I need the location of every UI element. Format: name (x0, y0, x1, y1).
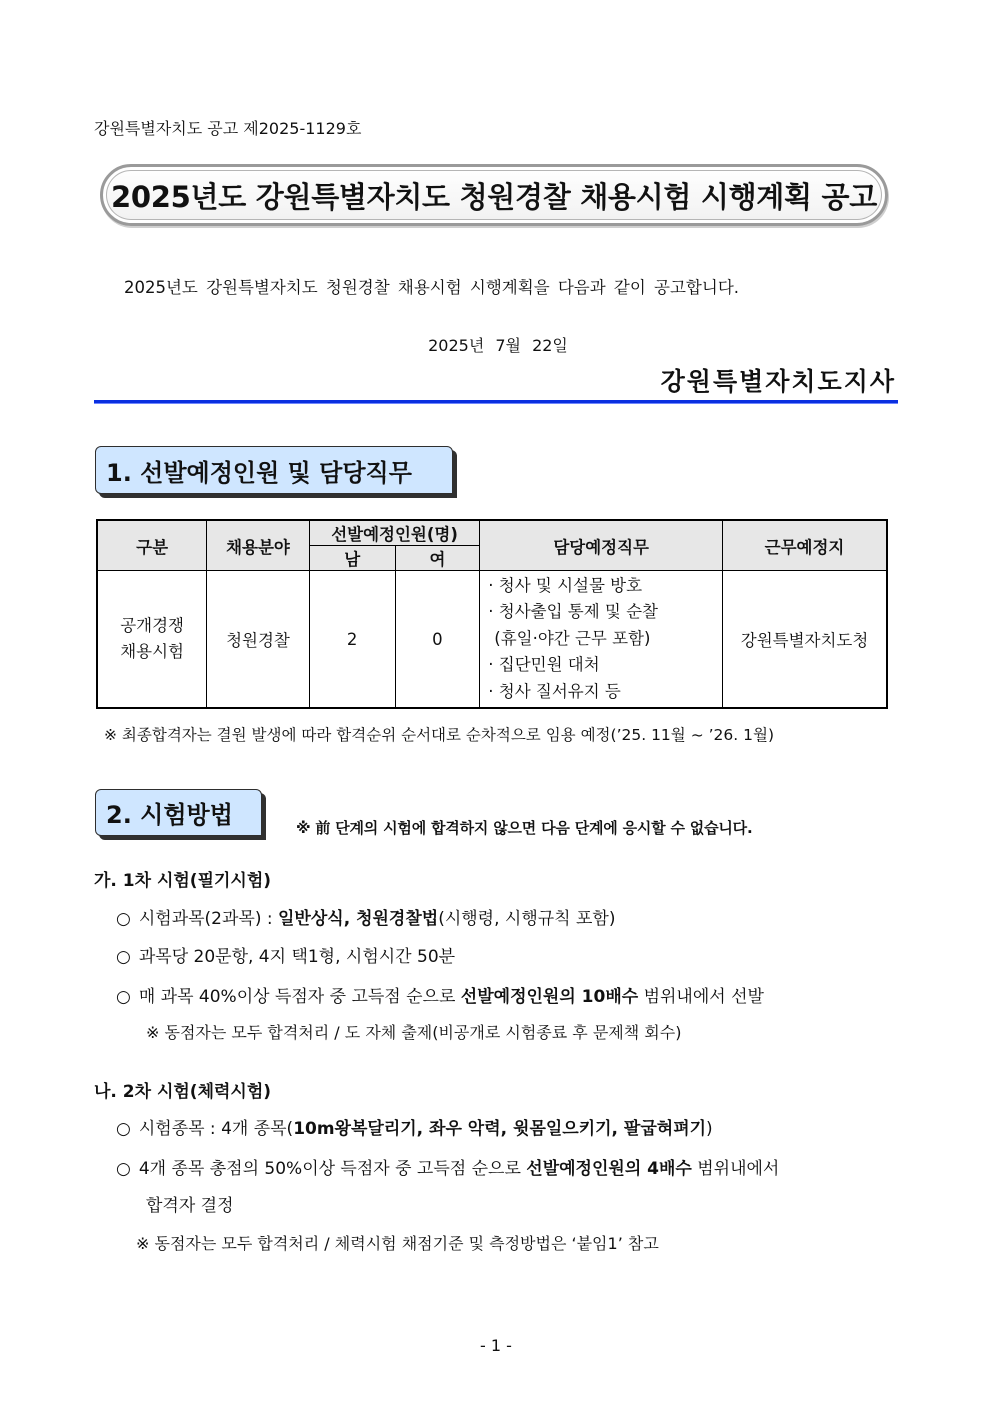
bold-text: 선발예정인원의 10배수 (460, 987, 639, 1007)
notice-date: 2025년 7월 22일 (428, 336, 568, 355)
bold-text: 일반상식, 청원경찰법 (278, 909, 439, 929)
section2-note: ※ 前 단계의 시험에 합격하지 않으면 다음 단계에 응시할 수 없습니다. (296, 819, 753, 837)
written-item-selection (116, 982, 764, 1007)
header-female: 여 (395, 546, 480, 571)
table-row (97, 571, 887, 709)
header-location: 근무예정지 (723, 520, 887, 571)
header-duties: 담당예정직무 (480, 520, 723, 571)
physical-exam-heading: 나. 2차 시험(체력시험) (94, 1082, 272, 1102)
category-line1: 공개경쟁 (120, 616, 184, 635)
category-line2: 채용시험 (120, 642, 184, 661)
bold-text: 선발예정인원의 4배수 (526, 1159, 692, 1179)
section2-title: 2. 시험방법 (106, 801, 233, 829)
page-title: 2025년도 강원특별자치도 청원경찰 채용시험 시행계획 공고 (111, 179, 877, 214)
text: 과목당 20문항, 4지 택1형, 시험시간 50분 (138, 947, 456, 967)
cell-location: 강원특별자치도청 (723, 571, 887, 709)
issuer-name: 강원특별자치도지사 (660, 367, 896, 396)
header-planned: 선발예정인원(명) (309, 520, 479, 546)
text: 범위내에서 (691, 1159, 780, 1179)
header-divider (94, 400, 898, 404)
text: (시행령, 시행규칙 포함) (438, 909, 616, 929)
bullet-circle: ○ (116, 947, 131, 967)
text: 시험과목(2과목) : (138, 909, 278, 929)
physical-item-selection-cont: 합격자 결정 (146, 1196, 234, 1216)
page-number: - 1 - (480, 1336, 512, 1355)
table-note: ※ 최종합격자는 결원 발생에 따라 합격순위 순서대로 순차적으로 임용 예정(’25. 11월 ~ ’26. 1월) (104, 726, 774, 744)
bullet-circle: ○ (116, 1159, 131, 1179)
header-field: 채용분야 (207, 520, 310, 571)
cell-duties (480, 571, 723, 709)
written-exam-heading: 가. 1차 시험(필기시험) (94, 871, 272, 891)
duty-item: · 청사 질서유지 등 (488, 681, 621, 701)
duty-item: · 청사출입 통제 및 순찰 (488, 602, 658, 622)
section1-title: 1. 선발예정인원 및 담당직무 (106, 458, 412, 487)
recruitment-table (96, 519, 888, 709)
bullet-circle: ○ (116, 987, 131, 1007)
notice-number: 강원특별자치도 공고 제2025-1129호 (94, 119, 362, 138)
duty-item: · 집단민원 대처 (488, 655, 600, 675)
cell-male: 2 (309, 571, 395, 709)
text: 매 과목 40%이상 득점자 중 고득점 순으로 (138, 987, 461, 1007)
written-note: ※ 동점자는 모두 합격처리 / 도 자체 출제(비공개로 시험종료 후 문제책 회수) (146, 1023, 682, 1042)
section2-heading (95, 789, 262, 836)
bullet-circle: ○ (116, 1119, 131, 1139)
text: 4개 종목 총점의 50%이상 득점자 중 고득점 순으로 (138, 1159, 527, 1179)
text: 시험종목 : 4개 종목( (138, 1119, 294, 1139)
header-category: 구분 (97, 520, 207, 571)
physical-item-events (116, 1114, 713, 1139)
header-male: 남 (309, 546, 395, 571)
cell-female: 0 (395, 571, 480, 709)
written-item-format (116, 942, 455, 967)
cell-category (97, 571, 207, 709)
duty-item: (휴일·야간 근무 포함) (494, 628, 651, 648)
text: ) (706, 1119, 713, 1139)
physical-item-selection (116, 1154, 779, 1179)
intro-text: 2025년도 강원특별자치도 청원경찰 채용시험 시행계획을 다음과 같이 공고합니다. (124, 278, 739, 297)
title-banner (100, 164, 888, 226)
section1-heading (95, 446, 453, 494)
duty-item: · 청사 및 시설물 방호 (488, 575, 643, 595)
physical-note: ※ 동점자는 모두 합격처리 / 체력시험 채점기준 및 측정방법은 ‘붙임1’ 참고 (136, 1234, 659, 1253)
bullet-circle: ○ (116, 909, 131, 929)
text: 범위내에서 선발 (638, 987, 764, 1007)
cell-field: 청원경찰 (207, 571, 310, 709)
written-item-subjects (116, 904, 615, 929)
bold-text: 10m왕복달리기, 좌우 악력, 윗몸일으키기, 팔굽혀펴기 (293, 1119, 707, 1139)
